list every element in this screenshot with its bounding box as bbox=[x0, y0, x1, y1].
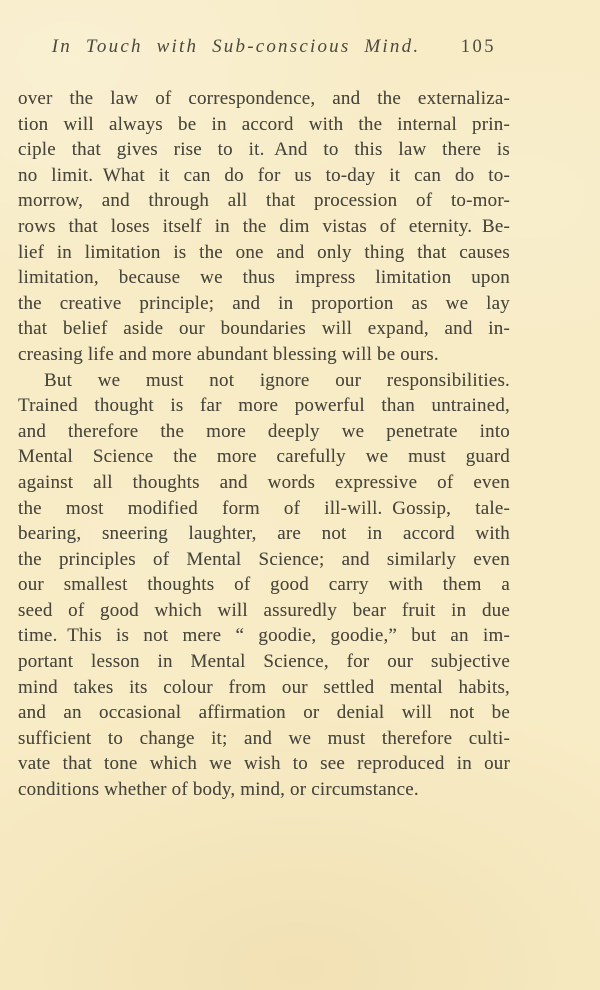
text-line: no limit. What it can do for us to-day it can do to- bbox=[18, 164, 510, 186]
text-line: that belief aside our boundaries will expand, and in- bbox=[18, 318, 510, 340]
page-number: 105 bbox=[460, 37, 496, 57]
text-line: creasing life and more abundant blessing will be ours. bbox=[18, 343, 439, 365]
text-line: sufficient to change it; and we must therefore culti- bbox=[18, 727, 510, 749]
text-line: portant lesson in Mental Science, for our subjective bbox=[18, 651, 510, 673]
text-line: lief in limitation is the one and only thing that causes bbox=[18, 241, 510, 263]
text-line: time. This is not mere “ goodie, goodie,” but an im- bbox=[18, 625, 510, 647]
text-line: limitation, because we thus impress limitation upon bbox=[18, 267, 510, 289]
text-line: ciple that gives rise to it. And to this law there is bbox=[18, 139, 510, 161]
text-line: But we must not ignore our responsibilities. bbox=[44, 369, 510, 391]
page-title: In Touch with Sub-conscious Mind. bbox=[51, 36, 421, 57]
text-line: the creative principle; and in proportion as we lay bbox=[18, 292, 510, 314]
text-line: the principles of Mental Science; and similarly even bbox=[18, 548, 510, 570]
paragraph bbox=[18, 368, 510, 803]
text-line: tion will always be in accord with the internal prin- bbox=[18, 113, 510, 135]
running-header bbox=[18, 36, 510, 60]
paragraph bbox=[18, 86, 510, 368]
text-line: Trained thought is far more powerful than untrained, bbox=[18, 395, 510, 417]
text-line: morrow, and through all that procession of to-mor- bbox=[18, 190, 510, 212]
text-line: vate that tone which we wish to see reproduced in our bbox=[18, 753, 510, 775]
text-line: over the law of correspondence, and the externaliza- bbox=[18, 88, 510, 109]
text-line: conditions whether of body, mind, or circumstance. bbox=[18, 779, 419, 801]
body-text bbox=[18, 86, 510, 803]
text-line: mind takes its colour from our settled mental habits, bbox=[18, 676, 510, 698]
text-line: rows that loses itself in the dim vistas of eternity. Be- bbox=[18, 215, 510, 237]
text-line: and therefore the more deeply we penetrate into bbox=[18, 420, 510, 442]
text-line: Mental Science the more carefully we must guard bbox=[18, 446, 510, 468]
text-line: seed of good which will assuredly bear fruit in due bbox=[18, 599, 510, 621]
text-line: against all thoughts and words expressive of even bbox=[18, 471, 510, 493]
text-line: our smallest thoughts of good carry with them a bbox=[18, 574, 510, 596]
text-line: the most modified form of ill-will. Gossip, tale- bbox=[18, 497, 510, 519]
text-line: bearing, sneering laughter, are not in accord with bbox=[18, 523, 510, 545]
text-line: and an occasional affirmation or denial will not be bbox=[18, 702, 510, 724]
